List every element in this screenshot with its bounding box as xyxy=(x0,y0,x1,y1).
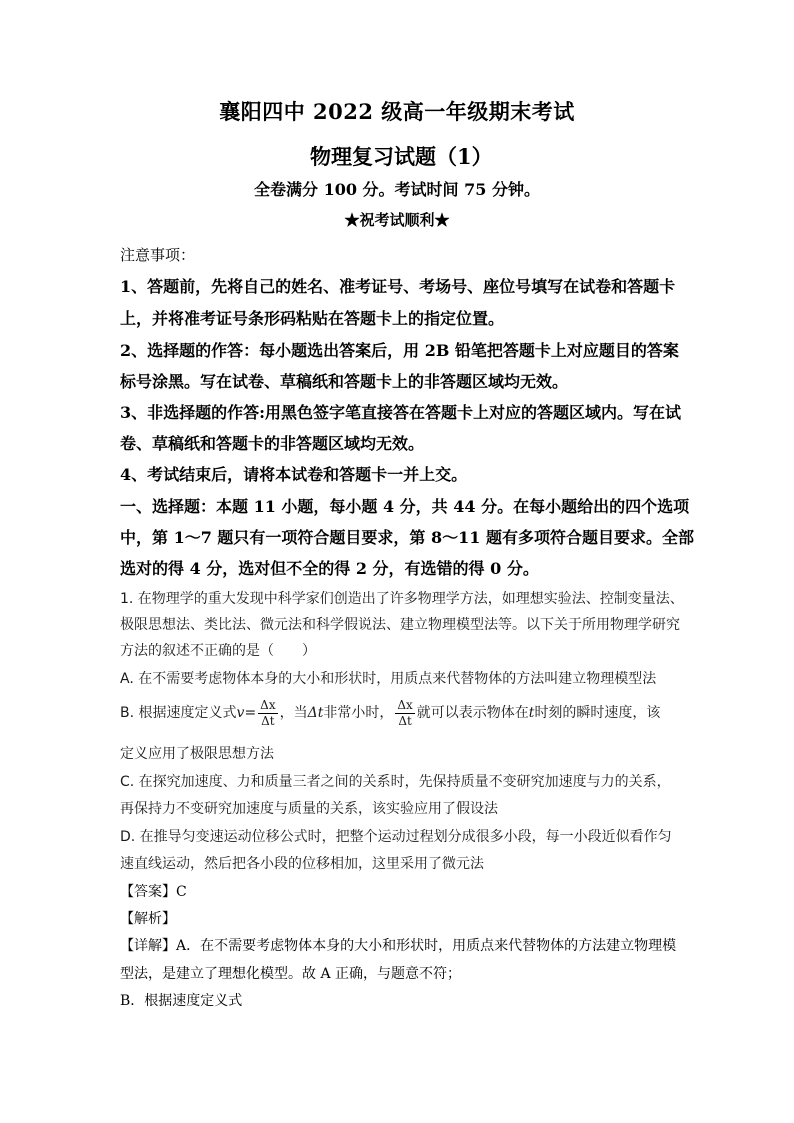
detail-line: B．根据速度定义式 xyxy=(120,993,243,1009)
exam-title: 襄阳四中 2022 级高一年级期末考试 xyxy=(219,99,575,124)
note-line: 上，并将准考证号条形码粘贴在答题卡上的指定位置。 xyxy=(120,309,505,328)
option-d: D. 在推导匀变速运动位移公式时，把整个运动过程划分成很多小段，每一小段近似看作匀 xyxy=(120,829,672,845)
option-b-continued: 定义应用了极限思想方法 xyxy=(120,746,274,762)
note-line: 4、考试结束后，请将本试卷和答题卡一并上交。 xyxy=(120,465,468,484)
section-instruction: 中，第 1～7 题只有一项符合题目要求，第 8～11 题有多项符合题目要求。全部 xyxy=(120,528,694,547)
note-line: 2、选择题的作答：每小题选出答案后，用 2B 铅笔把答题卡上对应题目的答案 xyxy=(120,341,679,360)
option-a: A. 在不需要考虑物体本身的大小和形状时，用质点来代替物体的方法叫建立物理模型法 xyxy=(120,671,657,687)
note-line: 卷、草稿纸和答题卡的非答题区域均无效。 xyxy=(120,434,425,453)
good-luck-banner: ★祝考试顺利★ xyxy=(344,211,450,229)
question-stem: 极限思想法、类比法、微元法和科学假说法、建立物理模型法等。以下关于所用物理学研究 xyxy=(120,617,680,633)
note-line: 标号涂黑。写在试卷、草稿纸和答题卡上的非答题区域均无效。 xyxy=(120,372,569,391)
section-instruction: 一、选择题：本题 11 小题，每小题 4 分，共 44 分。在每小题给出的四个选项 xyxy=(120,497,690,516)
question-stem: 1. 在物理学的重大发现中科学家们创造出了许多物理学方法，如理想实验法、控制变量法、 xyxy=(120,591,684,607)
note-line: 1、答题前，先将自己的姓名、准考证号、考场号、座位号填写在试卷和答题卡 xyxy=(120,277,676,296)
exam-subject-title: 物理复习试题（1） xyxy=(310,144,493,169)
notes-heading: 注意事项： xyxy=(120,246,196,264)
answer-line: 【答案】C xyxy=(120,884,187,900)
option-c-continued: 再保持力不变研究加速度与质量的关系，该实验应用了假设法 xyxy=(120,801,498,817)
option-c: C. 在探究加速度、力和质量三者之间的关系时，先保持质量不变研究加速度与力的关系， xyxy=(120,774,671,790)
option-b: B. 根据速度定义式v= $\frac{\Delta x}{\Delta t}$ ，当Δt非常小时， $\frac{\Delta x}{\Delta t}$ 就可以表示物体在t时刻的瞬时速度，该 xyxy=(120,697,661,728)
section-instruction: 选对的得 4 分，选对但不全的得 2 分，有选错的得 0 分。 xyxy=(120,559,539,578)
analysis-label: 【解析】 xyxy=(120,911,176,927)
note-line: 3、非选择题的作答:用黑色签字笔直接答在答题卡上对应的答题区域内。写在试 xyxy=(120,403,682,422)
detail-line: 【详解】A．在不需要考虑物体本身的大小和形状时，用质点来代替物体的方法建立物理模 xyxy=(120,938,677,954)
exam-info: 全卷满分 100 分。考试时间 75 分钟。 xyxy=(254,180,540,199)
option-d-continued: 速直线运动，然后把各小段的位移相加，这里采用了微元法 xyxy=(120,856,484,872)
detail-line: 型法，是建立了理想化模型。故 A 正确，与题意不符； xyxy=(120,966,462,982)
fraction-dx-dt: $\frac{\Delta x}{\Delta t}$ xyxy=(397,697,413,728)
question-stem: 方法的叙述不正确的是（ ） xyxy=(120,643,316,659)
fraction-dx-dt: $\frac{\Delta x}{\Delta t}$ xyxy=(260,697,276,728)
